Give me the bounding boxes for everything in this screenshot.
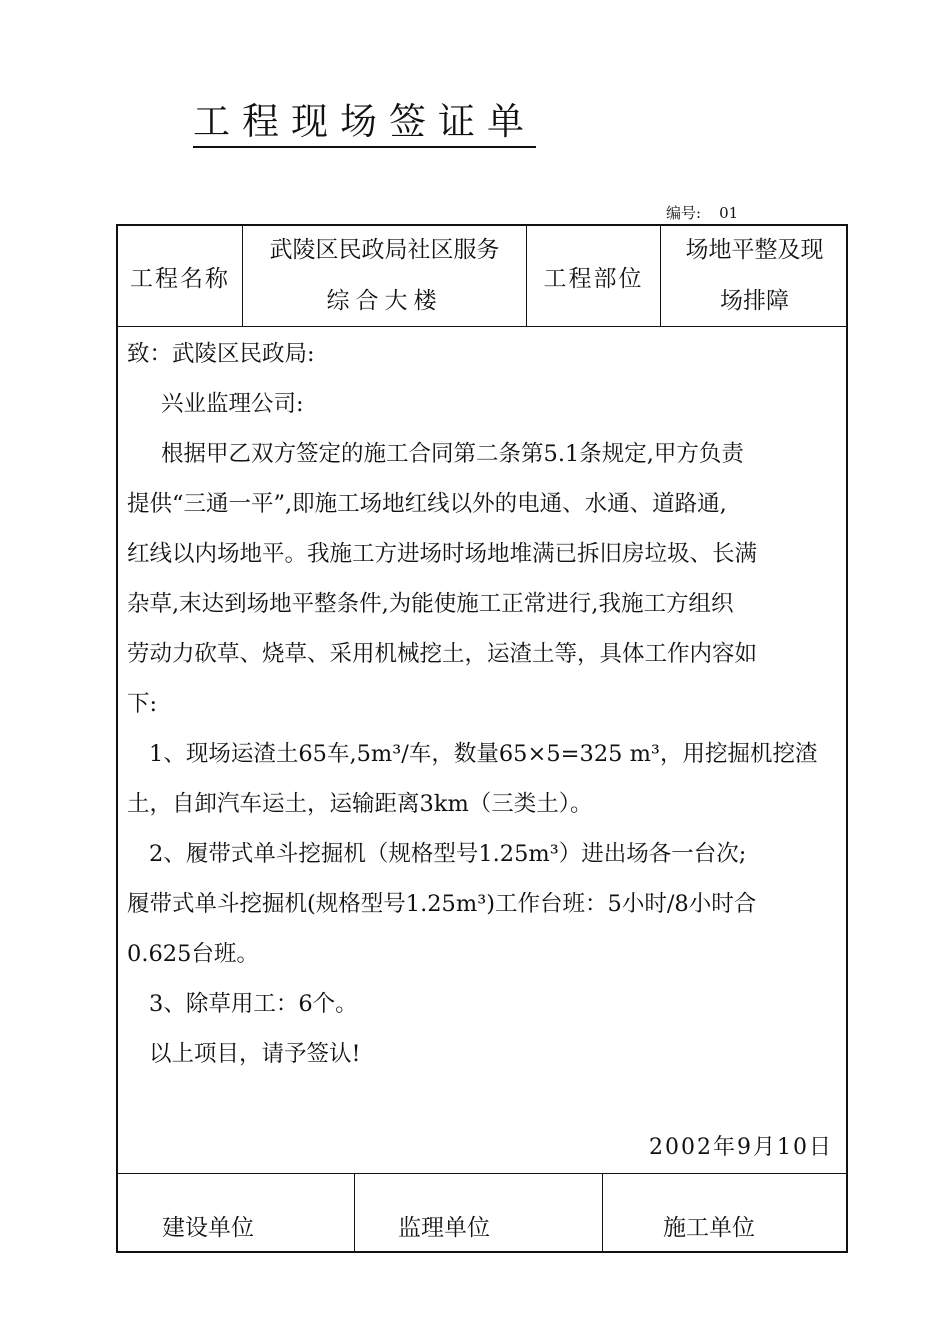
body-line: 土，自卸汽车运土，运输距离3km（三类土）。 (127, 791, 593, 817)
body-line: 下: (127, 691, 158, 717)
body-line: 杂草,末达到场地平整条件,为能使施工正常进行,我施工方组织 (127, 591, 734, 617)
visa-form-table (116, 224, 848, 1253)
project-name-label: 工程名称 (130, 265, 230, 292)
body-area (118, 327, 846, 1173)
signature-contractor: 施工单位 (663, 1215, 755, 1241)
body-text (127, 329, 839, 1079)
project-part-line: 场排障 (720, 288, 789, 314)
divider (118, 1173, 846, 1174)
body-line: 致：武陵区民政局: (127, 341, 315, 367)
divider (602, 1173, 603, 1253)
body-line: 1、现场运渣土65车,5m³/车，数量65×5=325 m³，用挖掘机挖渣 (149, 741, 818, 767)
body-line: 履带式单斗挖掘机(规格型号1.25m³)工作台班：5小时/8小时合 (127, 891, 757, 917)
body-line: 2、履带式单斗挖掘机（规格型号1.25m³）进出场各一台次; (149, 841, 747, 867)
serial-label: 编号: (666, 204, 702, 222)
body-line: 提供“三通一平”,即施工场地红线以外的电通、水通、道路通, (127, 491, 727, 517)
signature-owner: 建设单位 (162, 1215, 254, 1241)
body-line: 根据甲乙双方签定的施工合同第二条第5.1条规定,甲方负责 (161, 441, 744, 467)
signature-supervisor: 监理单位 (398, 1215, 490, 1241)
body-line: 红线以内场地平。我施工方进场时场地堆满已拆旧房垃圾、长满 (127, 541, 758, 567)
project-name-value (243, 226, 526, 326)
project-name-line: 武陵区民政局社区服务 (269, 237, 500, 263)
body-line: 兴业监理公司: (161, 391, 304, 417)
project-part-label: 工程部位 (543, 265, 644, 292)
project-part-line: 场地平整及现 (685, 237, 824, 263)
project-part-value (661, 226, 848, 326)
page-title: 工程现场签证单 (193, 98, 536, 148)
body-line: 以上项目，请予签认! (149, 1041, 361, 1067)
project-name-line: 综合大楼 (326, 288, 443, 314)
body-line: 劳动力砍草、烧草、采用机械挖土，运渣土等，具体工作内容如 (127, 641, 758, 667)
divider (354, 1173, 355, 1253)
body-line: 0.625台班。 (127, 941, 259, 967)
serial-number (666, 202, 738, 223)
body-line: 3、除草用工：6个。 (149, 991, 358, 1017)
serial-value: 01 (719, 204, 739, 222)
visa-date: 2002年9月10日 (649, 1135, 833, 1160)
